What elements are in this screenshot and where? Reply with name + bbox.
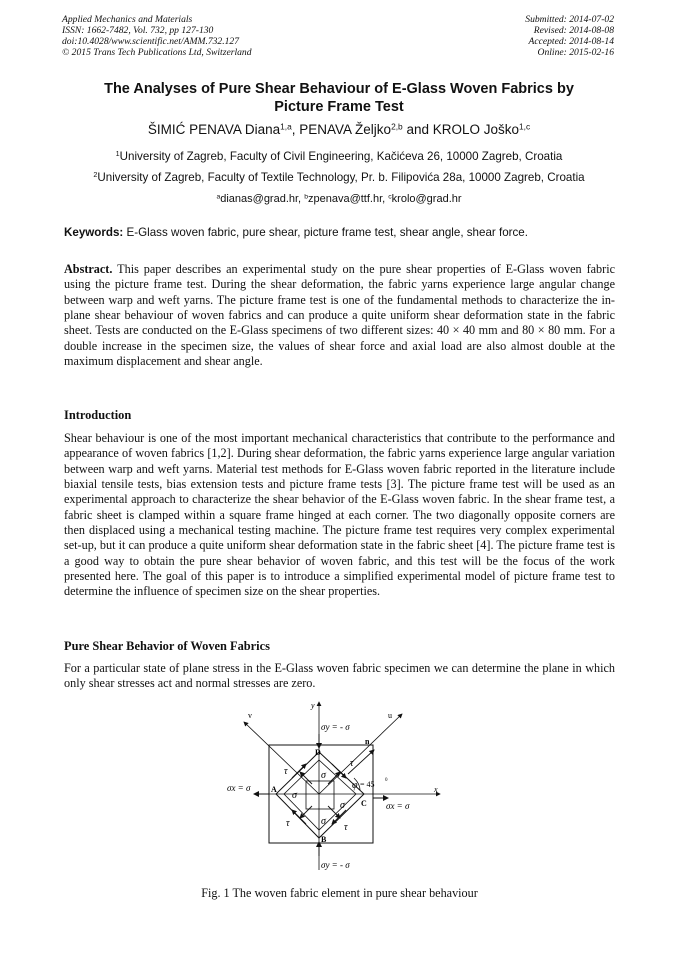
journal-header <box>62 14 252 58</box>
author-3: KROLO Joško <box>432 122 520 137</box>
author-3-sup: 1,c <box>519 121 531 132</box>
accepted-date: Accepted: 2014-08-14 <box>528 36 614 47</box>
label-sigma-x-left: σx = σ <box>227 783 251 793</box>
tau-arrow-2 <box>332 764 346 778</box>
label-tau-3: τ <box>344 822 348 833</box>
dates-header <box>525 14 614 58</box>
keywords-label: Keywords: <box>64 226 124 239</box>
aff2-text: University of Zagreb, Faculty of Textile Technology, Pr. b. Filipovića 28a, 10000 Zagreb, Croatia <box>97 171 585 184</box>
copyright: © 2015 Trans Tech Publications Ltd, Switzerland <box>62 47 252 58</box>
label-sigma-2: σ <box>321 770 326 781</box>
email-c[interactable]: krolo@grad.hr <box>391 193 462 205</box>
abstract-label: Abstract. <box>64 262 113 276</box>
email-c-sup: c <box>388 193 392 201</box>
introduction-heading: Introduction <box>64 408 132 422</box>
label-C: C <box>361 799 367 808</box>
label-tau-4: τ <box>286 818 290 829</box>
doi-link[interactable]: doi:10.4028/www.scientific.net/AMM.732.127 <box>62 36 240 47</box>
aff1-sup: 1 <box>115 149 120 159</box>
label-y: y <box>311 701 315 710</box>
author-2: PENAVA Željko <box>299 122 392 137</box>
label-A: A <box>271 785 277 794</box>
v-axis <box>244 722 319 794</box>
abstract-text: This paper describes an experimental study on the pure shear properties of E-Glass woven fabric using the picture frame test. During the shear deformation, the fabric yarns experience large angular change between warp and weft yarns. The picture frame test is one of the fundamental methods to characterize the in-plane shear behaviour of woven fabrics and can produce a quite uniform shear deformation state in the fabric sheet. Tests are conducted on the E-Glass specimens of two different sizes: 40 × 40 mm and 80 × 80 mm. For a double increase in the specimen size, the values of shear force and axial load are also almost double at the maximum displacement and shear angle. <box>64 262 616 369</box>
email-b[interactable]: zpenava@ttf.hr, <box>307 193 386 205</box>
label-n: n <box>365 737 370 746</box>
author-1-sup: 1,a <box>280 121 292 132</box>
label-v: v <box>248 711 252 720</box>
figure-1-caption: Fig. 1 The woven fabric element in pure shear behaviour <box>201 886 478 900</box>
revised-date: Revised: 2014-08-08 <box>533 25 614 36</box>
submitted-date: Submitted: 2014-07-02 <box>525 14 614 25</box>
journal-name: Applied Mechanics and Materials <box>62 14 193 25</box>
label-sigma-4: σ <box>321 816 326 827</box>
label-phi: φ <box>352 780 358 791</box>
label-x: x <box>434 785 438 794</box>
pure-shear-paragraph: For a particular state of plane stress in the E-Glass woven fabric specimen we can determine the plane in which only shear stresses act and normal stresses are zero. <box>64 661 615 691</box>
keywords <box>64 226 616 240</box>
affiliation-2 <box>50 171 628 185</box>
tau-arrow-4 <box>292 810 306 824</box>
email-a[interactable]: dianas@grad.hr, <box>220 193 302 205</box>
label-tau-2: τ <box>350 758 354 769</box>
email-b-sup: b <box>304 193 308 201</box>
email-a-sup: a <box>216 193 221 201</box>
aff2-sup: 2 <box>93 170 98 180</box>
aff1-text: University of Zagreb, Faculty of Civil Engineering, Kačićeva 26, 10000 Zagreb, Croatia <box>119 150 563 163</box>
label-B: B <box>321 835 327 844</box>
issn: ISSN: 1662-7482, Vol. 732, pp 127-130 <box>62 25 214 36</box>
title-line-2: Picture Frame Test <box>274 99 404 115</box>
affiliation-1 <box>50 150 628 164</box>
label-D: D <box>315 748 321 757</box>
label-sigma-y-top: σy = - σ <box>321 722 350 732</box>
abstract-paragraph <box>64 262 615 369</box>
email-line <box>50 192 628 206</box>
figure-1-diagram <box>226 698 450 878</box>
label-degree: 0 <box>385 778 388 783</box>
author-2-sup: 2,b <box>391 121 403 132</box>
pure-shear-heading: Pure Shear Behavior of Woven Fabrics <box>64 639 270 653</box>
label-sigma-3: σ <box>340 800 345 811</box>
label-tau-1: τ <box>284 766 288 777</box>
label-sigma-x-right: σx = σ <box>386 801 410 811</box>
online-date: Online: 2015-02-16 <box>537 47 614 58</box>
label-sigma-1: σ <box>292 790 297 801</box>
author-1: ŠIMIĆ PENAVA Diana <box>147 122 281 137</box>
keywords-text: E-Glass woven fabric, pure shear, picture frame test, shear angle, shear force. <box>126 226 528 239</box>
author-and: and <box>406 122 429 137</box>
paper-title <box>60 80 618 116</box>
title-line-1: The Analyses of Pure Shear Behaviour of E-Glass Woven Fabrics by <box>104 81 574 97</box>
label-sigma-y-bottom: σy = - σ <box>321 860 350 870</box>
label-angle: = 45 <box>360 780 375 789</box>
introduction-paragraph: Shear behaviour is one of the most important mechanical characteristics that contribute to the performance and appearance of woven fabrics [1,2]. During shear deformation, the fabric yarns experience large angular variation between warp and weft yarns. Material test methods for E-Glass woven fabric reported in the literature include biaxial tensile tests, bias extension tests and picture frame tests [3]. The picture frame test will be used as an experimental approach to characterize the shear behavior of the E-Glass woven fabric. In the shear frame test, a fabric sheet is clamped within a square frame hinged at each corner. The two diagonally opposite corners are then displaced using a mechanical testing machine. The picture frame test requires very complex experimental set-up, but it can produce a quite uniform shear deformation state in the fabric sheet [4]. The picture frame test is a good way to obtain the pure shear behavior of woven fabric, and this test will be the focus of the work presented here. The goal of this paper is to introduce a simplified experimental model of picture frame test to determine the influence of specimen size on the shear properties. <box>64 431 615 599</box>
label-u: u <box>388 711 392 720</box>
author-list: ŠIMIĆ PENAVA Diana$^{1,a}$, PENAVA Željko$^{2,b}$ and KROLO Joško$^{1,c}$ <box>147 121 531 137</box>
